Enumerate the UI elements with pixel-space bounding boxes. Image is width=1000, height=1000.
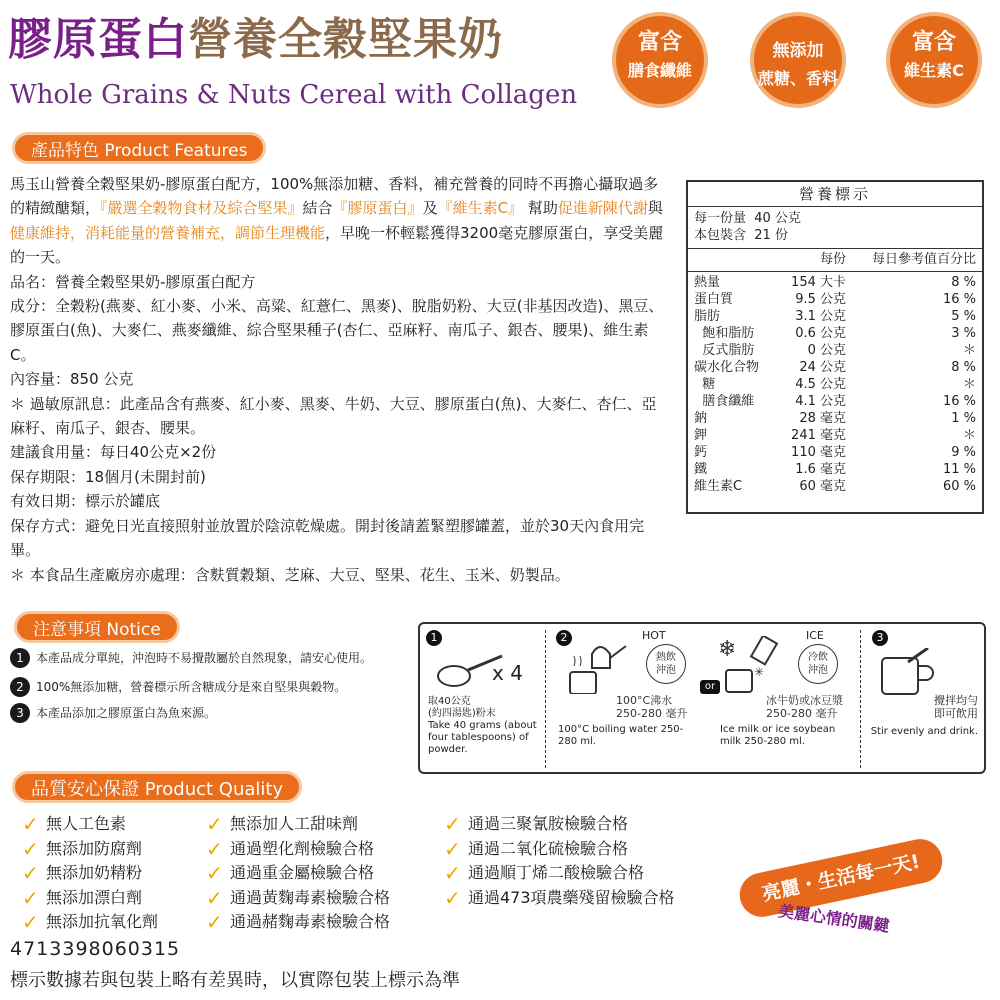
check-icon: ✓	[22, 812, 39, 836]
notice-item: 2 100%無添加糖，營養標示所含糖成分是來自堅果與穀物。	[10, 677, 410, 697]
quality-item: ✓ 通過二氧化硫檢驗合格	[444, 836, 629, 861]
step-number-1: 1	[426, 630, 442, 646]
notice-item: 3 本產品添加之膠原蛋白為魚來源。	[10, 703, 410, 723]
check-icon: ✓	[22, 885, 39, 910]
nutrition-row: 鈉 28 毫克 1 %	[694, 411, 976, 426]
step1-text: 取40公克 (約四湯匙)粉末 Take 40 grams (about four tablespoons) of powder.	[428, 696, 537, 755]
hot-instruction-en: 100°C boiling water 250-280 ml.	[558, 724, 684, 747]
expiry-date: 有效日期：標示於罐底	[10, 492, 161, 511]
check-icon: ✓	[22, 836, 39, 861]
check-icon: ✓	[206, 910, 223, 934]
quality-item: ✓ 通過三聚氰胺檢驗合格	[444, 812, 629, 836]
quality-item: ✓ 無添加奶精粉	[22, 861, 143, 885]
storage-method: 保存方式：避免日光直接照射並放置於陰涼乾燥處。開封後請蓋緊塑膠罐蓋，並於30天內食用完畢。	[10, 516, 645, 560]
quality-item: ✓ 無添加漂白劑	[22, 885, 143, 910]
allergen-info: ＊ 過敏原訊息：此產品含有燕麥、紅小麥、黑麥、牛奶、大豆、膠原蛋白(魚)、大麥仁、杏仁、亞麻籽、南瓜子、銀杏、腰果。	[10, 394, 657, 438]
hot-badge: 熱飲 沖泡	[646, 644, 686, 684]
product-name: 品名：營養全穀堅果奶-膠原蛋白配方	[10, 272, 256, 291]
or-label: or	[700, 680, 720, 694]
nutrition-row: 碳水化合物 24 公克 8 %	[694, 360, 976, 375]
ice-instruction-en: Ice milk or ice soybean milk 250-280 ml.	[720, 724, 836, 747]
check-icon: ✓	[22, 910, 39, 934]
features-intro: 馬玉山營養全穀堅果奶-膠原蛋白配方，100%無添加糖、香料，補充營養的同時不再擔心攝取過多的精緻醣類，『嚴選全穀物食材及綜合堅果』結合『膠原蛋白』及『維生素C』 幫助促進新陳代謝與健康維持，消耗能量的營養補充，調節生理機能，早晚一杯輕鬆獲得3200毫克膠原蛋白，享受美麗的一天。	[10, 175, 664, 267]
nutrition-row: 脂肪 3.1 公克 5 %	[694, 309, 976, 324]
svg-text:❄: ❄	[718, 637, 737, 662]
ingredients: 成分：全穀粉(燕麥、紅小麥、小米、高粱、紅薏仁、黑麥)、脫脂奶粉、大豆(非基因改造)、黑豆、膠原蛋白(魚)、大麥仁、燕麥纖維、綜合堅果種子(杏仁、亞麻籽、南瓜子、銀杏、腰果)、維生素C。	[10, 297, 664, 364]
stir-mug-icon	[878, 648, 948, 698]
quality-item: ✓ 無添加防腐劑	[22, 836, 143, 861]
quality-item: ✓ 通過順丁烯二酸檢驗合格	[444, 861, 645, 885]
ice-badge: 冷飲 沖泡	[798, 644, 838, 684]
hot-label: HOT	[642, 629, 666, 642]
ice-instruction-zh: 冰牛奶或冰豆漿 250-280 毫升	[766, 694, 843, 720]
factory-note: ＊ 本食品生產廠房亦處理：含麩質穀類、芝麻、大豆、堅果、花生、玉米、奶製品。	[10, 565, 570, 584]
product-title-zh	[8, 12, 503, 68]
quality-list-col2	[206, 812, 390, 935]
quality-item: ✓ 通過473項農藥殘留檢驗合格	[444, 885, 675, 910]
quality-item: ✓ 通過塑化劑檢驗合格	[206, 836, 375, 861]
shelf-life: 保存期限：18個月(未開封前)	[10, 467, 206, 486]
quality-item: ✓ 通過黃麴毒素檢驗合格	[206, 885, 391, 910]
serving-suggestion: 建議食用量：每日40公克×2份	[10, 443, 217, 462]
footer-disclaimer: 標示數據若與包裝上略有差異時，以實際包裝上標示為準	[10, 970, 460, 991]
kettle-cup-icon	[562, 636, 642, 694]
notice-list	[10, 648, 410, 729]
check-icon: ✓	[444, 812, 461, 836]
badge-vitamin-c: 富含 維生素C	[886, 12, 982, 108]
quality-item: ✓ 通過重金屬檢驗合格	[206, 861, 375, 885]
badge-dietary-fiber: 富含 膳食纖維	[612, 12, 708, 108]
nutrition-row: 鐵 1.6 毫克 11 %	[694, 462, 976, 477]
features-text	[10, 172, 670, 587]
slogan-main: 亮麗・生活每一天!	[736, 835, 947, 921]
section-features-header: 產品特色 Product Features	[12, 132, 266, 164]
check-icon: ✓	[206, 836, 223, 861]
nutrition-row: 膳食纖維 4.1 公克 16 %	[694, 394, 976, 409]
slogan-graphic	[732, 842, 952, 946]
check-icon: ✓	[444, 885, 461, 910]
slogan-sub: 美麗心情的關鍵	[777, 901, 891, 936]
nutrition-row: 維生素C 60 毫克 60 %	[694, 479, 976, 494]
check-icon: ✓	[206, 861, 223, 885]
quality-item: ✓ 無人工色素	[22, 812, 127, 836]
check-icon: ✓	[22, 861, 39, 885]
nutrition-row: 飽和脂肪 0.6 公克 3 %	[694, 326, 976, 341]
quality-list-col1	[22, 812, 158, 935]
quality-item: ✓ 通過赭麴毒素檢驗合格	[206, 910, 391, 934]
step3-text-en: Stir evenly and drink.	[870, 726, 978, 737]
nutrition-row: 鉀 241 毫克 ＊	[694, 428, 976, 443]
nutrition-row: 熱量 154 大卡 8 %	[694, 275, 976, 290]
quality-item: ✓ 無添加人工甜味劑	[206, 812, 359, 836]
barcode-number: 4713398060315	[10, 938, 181, 960]
ice-label: ICE	[806, 629, 824, 642]
quality-list-col3	[444, 812, 675, 910]
snowflake-carton-icon	[716, 636, 796, 694]
nutrition-title: 營養標示	[688, 182, 982, 207]
step-number-3: 3	[872, 630, 888, 646]
notice-item: 1 本產品成分單純，沖泡時不易攪散屬於自然現象，請安心使用。	[10, 648, 410, 671]
check-icon: ✓	[206, 885, 223, 910]
check-icon: ✓	[206, 812, 223, 836]
check-icon: ✓	[444, 836, 461, 861]
preparation-steps	[418, 622, 986, 774]
badge-no-sugar: 無添加 蔗糖、香料	[750, 12, 846, 108]
step-number-2: 2	[556, 630, 572, 646]
nutrition-row: 反式脂肪 0 公克 ＊	[694, 343, 976, 358]
section-notice-header: 注意事項 Notice	[14, 611, 180, 643]
nutrition-facts-table	[686, 180, 984, 514]
nutrition-column-header: 每份 每日參考值百分比	[688, 248, 982, 272]
title-collagen: 膠原蛋白	[8, 14, 188, 65]
check-icon: ✓	[444, 861, 461, 885]
nutrition-row: 鈣 110 毫克 9 %	[694, 445, 976, 460]
product-title-en: Whole Grains & Nuts Cereal with Collagen	[10, 80, 578, 110]
x4-label: x 4	[492, 661, 523, 685]
step3-text-zh: 攪拌均勻 即可飲用	[934, 694, 978, 720]
quality-item: ✓ 無添加抗氧化劑	[22, 910, 159, 934]
title-cereal: 營養全穀堅果奶	[188, 14, 503, 65]
hot-instruction-zh: 100°C沸水 250-280 毫升	[616, 694, 688, 720]
svg-text:✳: ✳	[754, 665, 765, 679]
serving-info: 每一份量 40 公克 本包裝含 21 份	[694, 211, 801, 243]
nutrition-row: 蛋白質 9.5 公克 16 %	[694, 292, 976, 307]
section-quality-header: 品質安心保證 Product Quality	[12, 771, 302, 803]
net-content: 內容量：850 公克	[10, 370, 134, 389]
nutrition-row: 糖 4.5 公克 ＊	[694, 377, 976, 392]
